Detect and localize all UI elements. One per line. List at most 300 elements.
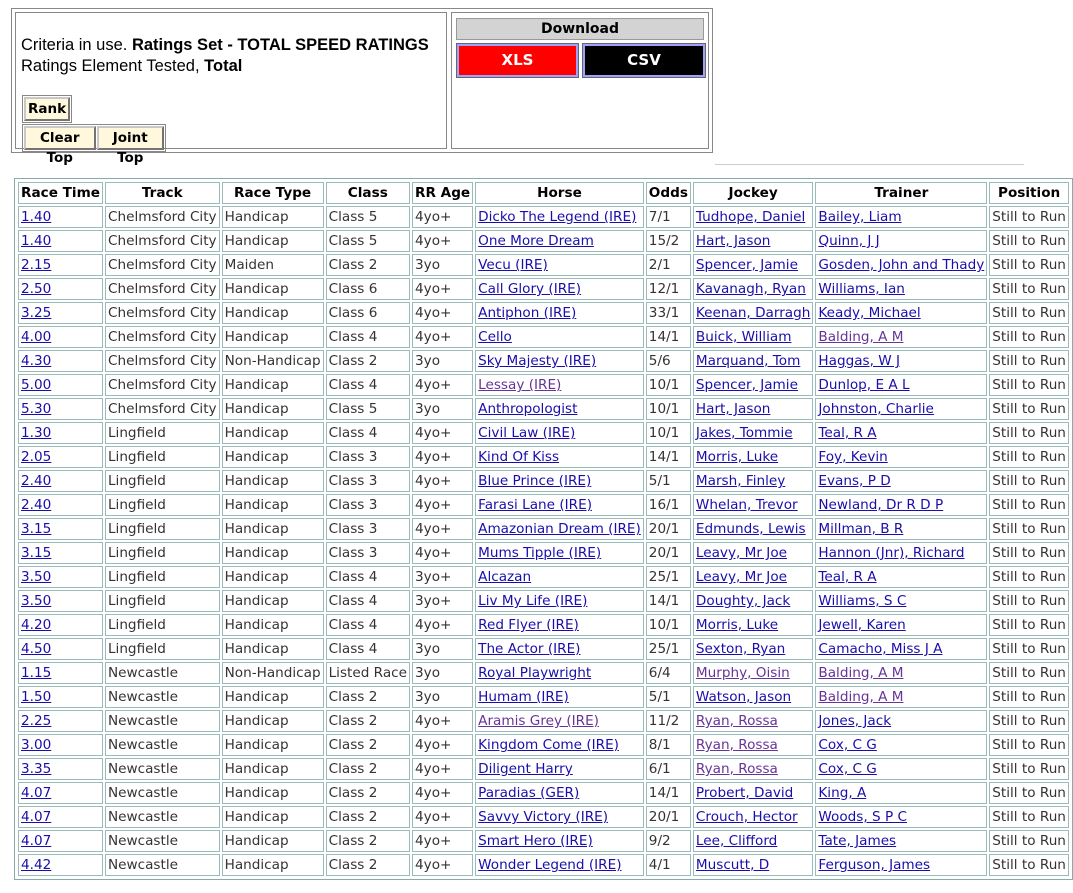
jockey-link[interactable]: Doughty, Jack — [695, 593, 791, 609]
criteria-text — [21, 35, 429, 77]
age-cell: 3yo — [412, 686, 473, 708]
jockey-link[interactable]: Morris, Luke — [695, 449, 779, 465]
jockey-link[interactable]: Ryan, Rossa — [695, 713, 778, 729]
horse-cell — [475, 374, 644, 396]
race-time-link[interactable]: 4.20 — [21, 617, 52, 633]
horse-cell — [475, 494, 644, 516]
race-time-link[interactable]: 5.00 — [21, 377, 52, 393]
trainer-cell — [815, 686, 987, 708]
trainer-link[interactable]: Balding, A M — [818, 665, 904, 681]
jockey-link[interactable]: Ryan, Rossa — [695, 737, 778, 753]
trainer-link[interactable]: Haggas, W J — [818, 353, 901, 369]
jockey-link[interactable]: Morris, Luke — [695, 617, 779, 633]
jockey-link[interactable]: Lee, Clifford — [695, 833, 778, 849]
trainer-cell — [815, 734, 987, 756]
time-cell — [18, 374, 103, 396]
jockey-link[interactable]: Buick, William — [695, 329, 792, 345]
track-cell: Lingfield — [105, 542, 220, 564]
race-time-link[interactable]: 2.15 — [21, 257, 52, 273]
jockey-link[interactable]: Ryan, Rossa — [695, 761, 778, 777]
race-type-cell: Handicap — [222, 422, 324, 444]
race-time-link[interactable]: 3.50 — [21, 569, 52, 585]
trainer-link[interactable]: Teal, R A — [818, 425, 877, 441]
download-xls-button[interactable]: XLS — [457, 44, 578, 77]
track-cell: Chelmsford City — [105, 350, 220, 372]
horse-link[interactable]: One More Dream — [478, 233, 594, 249]
position-cell: Still to Run — [989, 470, 1069, 492]
odds-cell: 9/2 — [646, 830, 691, 852]
trainer-link[interactable]: Cox, C G — [818, 761, 877, 777]
horse-cell — [475, 302, 644, 324]
table-row — [18, 446, 1069, 468]
horse-link[interactable]: Kingdom Come (IRE) — [478, 737, 619, 753]
age-cell: 4yo+ — [412, 854, 473, 876]
horse-link[interactable]: Anthropologist — [478, 401, 578, 417]
horse-cell — [475, 782, 644, 804]
class-cell: Class 2 — [326, 734, 410, 756]
jockey-link[interactable]: Spencer, Jamie — [695, 257, 798, 273]
horse-link[interactable]: Liv My Life (IRE) — [478, 593, 588, 609]
race-time-link[interactable]: 4.30 — [21, 353, 52, 369]
horse-cell — [475, 278, 644, 300]
position-cell: Still to Run — [989, 686, 1069, 708]
trainer-link[interactable]: Evans, P D — [818, 473, 891, 489]
race-time-link[interactable]: 3.00 — [21, 737, 52, 753]
horse-cell — [475, 542, 644, 564]
trainer-cell — [815, 278, 987, 300]
time-cell — [18, 854, 103, 876]
track-cell: Lingfield — [105, 590, 220, 612]
column-header: Race Type — [222, 182, 324, 204]
table-row — [18, 590, 1069, 612]
trainer-cell — [815, 350, 987, 372]
odds-cell: 5/6 — [646, 350, 691, 372]
horse-link[interactable]: Antiphon (IRE) — [478, 305, 577, 321]
odds-cell: 33/1 — [646, 302, 691, 324]
table-row — [18, 806, 1069, 828]
position-cell: Still to Run — [989, 206, 1069, 228]
position-cell: Still to Run — [989, 302, 1069, 324]
horse-link[interactable]: Lessay (IRE) — [478, 377, 562, 393]
trainer-cell — [815, 230, 987, 252]
table-header-row — [18, 182, 1069, 204]
jockey-link[interactable]: Keenan, Darragh — [695, 305, 811, 321]
jockey-cell — [693, 494, 813, 516]
time-cell — [18, 470, 103, 492]
trainer-cell — [815, 758, 987, 780]
age-cell: 4yo+ — [412, 278, 473, 300]
race-time-link[interactable]: 4.50 — [21, 641, 52, 657]
class-cell: Class 4 — [326, 422, 410, 444]
table-row — [18, 662, 1069, 684]
race-time-link[interactable]: 2.05 — [21, 449, 52, 465]
trainer-link[interactable]: Tate, James — [818, 833, 897, 849]
class-cell: Class 6 — [326, 302, 410, 324]
position-cell: Still to Run — [989, 830, 1069, 852]
horse-link[interactable]: Alcazan — [478, 569, 532, 585]
horse-cell — [475, 806, 644, 828]
race-time-link[interactable]: 4.07 — [21, 833, 52, 849]
race-time-link[interactable]: 2.40 — [21, 473, 52, 489]
track-cell: Chelmsford City — [105, 326, 220, 348]
horse-link[interactable]: Royal Playwright — [478, 665, 592, 681]
trainer-cell — [815, 710, 987, 732]
time-cell — [18, 758, 103, 780]
time-cell — [18, 254, 103, 276]
horse-link[interactable]: Red Flyer (IRE) — [478, 617, 579, 633]
jockey-cell — [693, 758, 813, 780]
track-cell: Chelmsford City — [105, 230, 220, 252]
jockey-cell — [693, 830, 813, 852]
column-header: Trainer — [815, 182, 987, 204]
position-cell: Still to Run — [989, 350, 1069, 372]
class-cell: Class 4 — [326, 590, 410, 612]
class-cell: Class 2 — [326, 350, 410, 372]
age-cell: 3yo — [412, 350, 473, 372]
odds-cell: 14/1 — [646, 590, 691, 612]
age-cell: 4yo+ — [412, 494, 473, 516]
race-type-cell: Handicap — [222, 206, 324, 228]
track-cell: Lingfield — [105, 518, 220, 540]
track-cell: Chelmsford City — [105, 302, 220, 324]
position-cell: Still to Run — [989, 278, 1069, 300]
horse-link[interactable]: Paradias (GER) — [478, 785, 580, 801]
race-type-cell: Handicap — [222, 686, 324, 708]
time-cell — [18, 350, 103, 372]
race-time-link[interactable]: 1.40 — [21, 233, 52, 249]
jockey-cell — [693, 206, 813, 228]
age-cell: 4yo+ — [412, 422, 473, 444]
horse-link[interactable]: Kind Of Kiss — [478, 449, 560, 465]
race-type-cell: Handicap — [222, 638, 324, 660]
odds-cell: 20/1 — [646, 542, 691, 564]
ratings-set-value: Ratings Set - TOTAL SPEED RATINGS — [131, 36, 429, 54]
time-cell — [18, 614, 103, 636]
position-cell: Still to Run — [989, 254, 1069, 276]
odds-cell: 16/1 — [646, 494, 691, 516]
horse-link[interactable]: Savvy Victory (IRE) — [478, 809, 609, 825]
trainer-cell — [815, 302, 987, 324]
jockey-cell — [693, 782, 813, 804]
jockey-cell — [693, 542, 813, 564]
download-cell — [451, 12, 709, 149]
track-cell: Newcastle — [105, 806, 220, 828]
race-type-cell: Handicap — [222, 782, 324, 804]
table-row — [18, 542, 1069, 564]
race-time-link[interactable]: 3.35 — [21, 761, 52, 777]
jockey-link[interactable]: Hart, Jason — [695, 233, 771, 249]
class-cell: Class 5 — [326, 206, 410, 228]
criteria-panel — [11, 8, 713, 166]
trainer-link[interactable]: Newland, Dr R D P — [818, 497, 944, 513]
trainer-link[interactable]: Teal, R A — [818, 569, 877, 585]
jockey-cell — [693, 422, 813, 444]
table-body — [18, 206, 1069, 876]
horse-link[interactable]: Dicko The Legend (IRE) — [478, 209, 637, 225]
jockey-link[interactable]: Jakes, Tommie — [695, 425, 793, 441]
time-cell — [18, 398, 103, 420]
race-type-cell: Handicap — [222, 446, 324, 468]
age-cell: 4yo+ — [412, 758, 473, 780]
trainer-cell — [815, 494, 987, 516]
race-type-cell: Handicap — [222, 590, 324, 612]
table-row — [18, 782, 1069, 804]
class-cell: Class 3 — [326, 518, 410, 540]
horse-link[interactable]: Humam (IRE) — [478, 689, 569, 705]
horse-link[interactable]: Vecu (IRE) — [478, 257, 548, 273]
jockey-link[interactable]: Whelan, Trevor — [695, 497, 798, 513]
class-cell: Class 2 — [326, 830, 410, 852]
jockey-cell — [693, 326, 813, 348]
jockey-link[interactable]: Marquand, Tom — [695, 353, 801, 369]
horse-link[interactable]: Mums Tipple (IRE) — [478, 545, 602, 561]
track-cell: Newcastle — [105, 758, 220, 780]
jockey-cell — [693, 806, 813, 828]
jockey-link[interactable]: Spencer, Jamie — [695, 377, 798, 393]
race-type-cell: Maiden — [222, 254, 324, 276]
horse-cell — [475, 350, 644, 372]
horse-cell — [475, 710, 644, 732]
horse-link[interactable]: Sky Majesty (IRE) — [478, 353, 597, 369]
class-cell: Class 6 — [326, 278, 410, 300]
class-cell: Class 4 — [326, 638, 410, 660]
age-cell: 3yo — [412, 254, 473, 276]
odds-cell: 12/1 — [646, 278, 691, 300]
time-cell — [18, 590, 103, 612]
race-type-cell: Handicap — [222, 302, 324, 324]
age-cell: 4yo+ — [412, 302, 473, 324]
class-cell: Class 2 — [326, 782, 410, 804]
horse-link[interactable]: Call Glory (IRE) — [478, 281, 582, 297]
time-cell — [18, 806, 103, 828]
jockey-link[interactable]: Hart, Jason — [695, 401, 771, 417]
horse-cell — [475, 230, 644, 252]
horse-link[interactable]: Cello — [478, 329, 512, 345]
position-cell: Still to Run — [989, 374, 1069, 396]
table-row — [18, 374, 1069, 396]
trainer-link[interactable]: Jones, Jack — [818, 713, 892, 729]
horse-link[interactable]: Smart Hero (IRE) — [478, 833, 593, 849]
race-type-cell: Handicap — [222, 614, 324, 636]
time-cell — [18, 206, 103, 228]
trainer-link[interactable]: Dunlop, E A L — [818, 377, 910, 393]
race-time-link[interactable]: 2.50 — [21, 281, 52, 297]
age-cell: 4yo+ — [412, 614, 473, 636]
jockey-link[interactable]: Leavy, Mr Joe — [695, 545, 787, 561]
race-time-link[interactable]: 1.15 — [21, 665, 52, 681]
track-cell: Chelmsford City — [105, 374, 220, 396]
horse-cell — [475, 662, 644, 684]
horse-cell — [475, 470, 644, 492]
trainer-link[interactable]: Millman, B R — [818, 521, 904, 537]
age-cell: 3yo — [412, 662, 473, 684]
trainer-cell — [815, 542, 987, 564]
age-cell: 4yo+ — [412, 326, 473, 348]
jockey-cell — [693, 614, 813, 636]
horse-link[interactable]: Blue Prince (IRE) — [478, 473, 592, 489]
time-cell — [18, 494, 103, 516]
horse-cell — [475, 422, 644, 444]
track-cell: Chelmsford City — [105, 254, 220, 276]
position-cell: Still to Run — [989, 638, 1069, 660]
race-type-cell: Handicap — [222, 494, 324, 516]
horse-link[interactable]: Civil Law (IRE) — [478, 425, 576, 441]
jockey-link[interactable]: Kavanagh, Ryan — [695, 281, 806, 297]
race-time-link[interactable]: 2.25 — [21, 713, 52, 729]
separator-line — [715, 164, 1024, 165]
table-row — [18, 326, 1069, 348]
table-row — [18, 230, 1069, 252]
trainer-link[interactable]: Williams, Ian — [818, 281, 905, 297]
position-cell: Still to Run — [989, 734, 1069, 756]
trainer-cell — [815, 398, 987, 420]
trainer-link[interactable]: Quinn, J J — [818, 233, 880, 249]
trainer-cell — [815, 806, 987, 828]
trainer-link[interactable]: Gosden, John and Thady — [818, 257, 985, 273]
horse-cell — [475, 854, 644, 876]
time-cell — [18, 830, 103, 852]
jockey-link[interactable]: Murphy, Oisin — [695, 665, 790, 681]
table-row — [18, 710, 1069, 732]
clear-top-button[interactable]: Clear Top — [24, 126, 96, 150]
table-row — [18, 614, 1069, 636]
position-cell: Still to Run — [989, 542, 1069, 564]
jockey-cell — [693, 470, 813, 492]
odds-cell: 20/1 — [646, 518, 691, 540]
trainer-link[interactable]: Balding, A M — [818, 689, 904, 705]
joint-top-button[interactable]: Joint Top — [97, 126, 164, 150]
position-cell: Still to Run — [989, 806, 1069, 828]
trainer-link[interactable]: Balding, A M — [818, 329, 904, 345]
jockey-link[interactable]: Sexton, Ryan — [695, 641, 786, 657]
criteria-line1-prefix: Criteria in use. — [21, 36, 128, 54]
position-cell: Still to Run — [989, 518, 1069, 540]
trainer-link[interactable]: Ferguson, James — [818, 857, 931, 873]
trainer-link[interactable]: Jewell, Karen — [818, 617, 906, 633]
trainer-link[interactable]: Hannon (Jnr), Richard — [818, 545, 965, 561]
trainer-cell — [815, 446, 987, 468]
time-cell — [18, 446, 103, 468]
trainer-cell — [815, 470, 987, 492]
horse-link[interactable]: Aramis Grey (IRE) — [478, 713, 599, 729]
jockey-link[interactable]: Marsh, Finley — [695, 473, 786, 489]
jockey-cell — [693, 734, 813, 756]
trainer-cell — [815, 590, 987, 612]
odds-cell: 2/1 — [646, 254, 691, 276]
track-cell: Newcastle — [105, 830, 220, 852]
odds-cell: 15/2 — [646, 230, 691, 252]
odds-cell: 4/1 — [646, 854, 691, 876]
table-row — [18, 566, 1069, 588]
jockey-link[interactable]: Muscutt, D — [695, 857, 770, 873]
table-row — [18, 206, 1069, 228]
position-cell: Still to Run — [989, 854, 1069, 876]
race-time-link[interactable]: 3.15 — [21, 521, 52, 537]
class-cell: Class 4 — [326, 614, 410, 636]
jockey-link[interactable]: Tudhope, Daniel — [695, 209, 806, 225]
trainer-cell — [815, 206, 987, 228]
trainer-link[interactable]: Foy, Kevin — [818, 449, 888, 465]
jockey-link[interactable]: Edmunds, Lewis — [695, 521, 806, 537]
horse-link[interactable]: Diligent Harry — [478, 761, 573, 777]
time-cell — [18, 542, 103, 564]
race-time-link[interactable]: 4.07 — [21, 809, 52, 825]
race-time-link[interactable]: 4.07 — [21, 785, 52, 801]
race-type-cell: Handicap — [222, 518, 324, 540]
trainer-link[interactable]: Woods, S P C — [818, 809, 907, 825]
race-time-link[interactable]: 5.30 — [21, 401, 52, 417]
odds-cell: 20/1 — [646, 806, 691, 828]
race-time-link[interactable]: 1.30 — [21, 425, 52, 441]
trainer-link[interactable]: Johnston, Charlie — [818, 401, 934, 417]
table-row — [18, 470, 1069, 492]
table-row — [18, 422, 1069, 444]
jockey-cell — [693, 278, 813, 300]
race-time-link[interactable]: 3.25 — [21, 305, 52, 321]
table-row — [18, 854, 1069, 876]
race-time-link[interactable]: 4.42 — [21, 857, 52, 873]
trainer-link[interactable]: Bailey, Liam — [818, 209, 902, 225]
race-type-cell: Handicap — [222, 758, 324, 780]
odds-cell: 5/1 — [646, 686, 691, 708]
jockey-link[interactable]: Probert, David — [695, 785, 794, 801]
rank-button[interactable]: Rank — [24, 97, 70, 121]
jockey-cell — [693, 398, 813, 420]
horse-cell — [475, 398, 644, 420]
horse-link[interactable]: Amazonian Dream (IRE) — [478, 521, 641, 537]
rank-button-wrap — [22, 95, 72, 123]
class-cell: Class 4 — [326, 374, 410, 396]
jockey-link[interactable]: Crouch, Hector — [695, 809, 798, 825]
race-type-cell: Handicap — [222, 374, 324, 396]
jockey-link[interactable]: Leavy, Mr Joe — [695, 569, 787, 585]
position-cell: Still to Run — [989, 614, 1069, 636]
table-row — [18, 758, 1069, 780]
jockey-link[interactable]: Watson, Jason — [695, 689, 792, 705]
jockey-cell — [693, 686, 813, 708]
race-time-link[interactable]: 2.40 — [21, 497, 52, 513]
class-cell: Class 4 — [326, 566, 410, 588]
trainer-cell — [815, 566, 987, 588]
position-cell: Still to Run — [989, 758, 1069, 780]
race-time-link[interactable]: 3.50 — [21, 593, 52, 609]
race-time-link[interactable]: 3.15 — [21, 545, 52, 561]
class-cell: Class 2 — [326, 854, 410, 876]
trainer-link[interactable]: King, A — [818, 785, 867, 801]
trainer-link[interactable]: Williams, S C — [818, 593, 907, 609]
trainer-link[interactable]: Cox, C G — [818, 737, 877, 753]
race-time-link[interactable]: 1.40 — [21, 209, 52, 225]
trainer-link[interactable]: Keady, Michael — [818, 305, 921, 321]
position-cell: Still to Run — [989, 398, 1069, 420]
table-row — [18, 686, 1069, 708]
age-cell: 3yo — [412, 398, 473, 420]
download-csv-button[interactable]: CSV — [583, 44, 705, 77]
horse-link[interactable]: The Actor (IRE) — [478, 641, 581, 657]
position-cell: Still to Run — [989, 662, 1069, 684]
horse-link[interactable]: Wonder Legend (IRE) — [478, 857, 622, 873]
download-title: Download — [456, 18, 704, 40]
trainer-link[interactable]: Camacho, Miss J A — [818, 641, 943, 657]
track-cell: Chelmsford City — [105, 206, 220, 228]
time-cell — [18, 230, 103, 252]
race-time-link[interactable]: 4.00 — [21, 329, 52, 345]
horse-cell — [475, 566, 644, 588]
race-time-link[interactable]: 1.50 — [21, 689, 52, 705]
horse-link[interactable]: Farasi Lane (IRE) — [478, 497, 592, 513]
trainer-cell — [815, 638, 987, 660]
age-cell: 4yo+ — [412, 518, 473, 540]
